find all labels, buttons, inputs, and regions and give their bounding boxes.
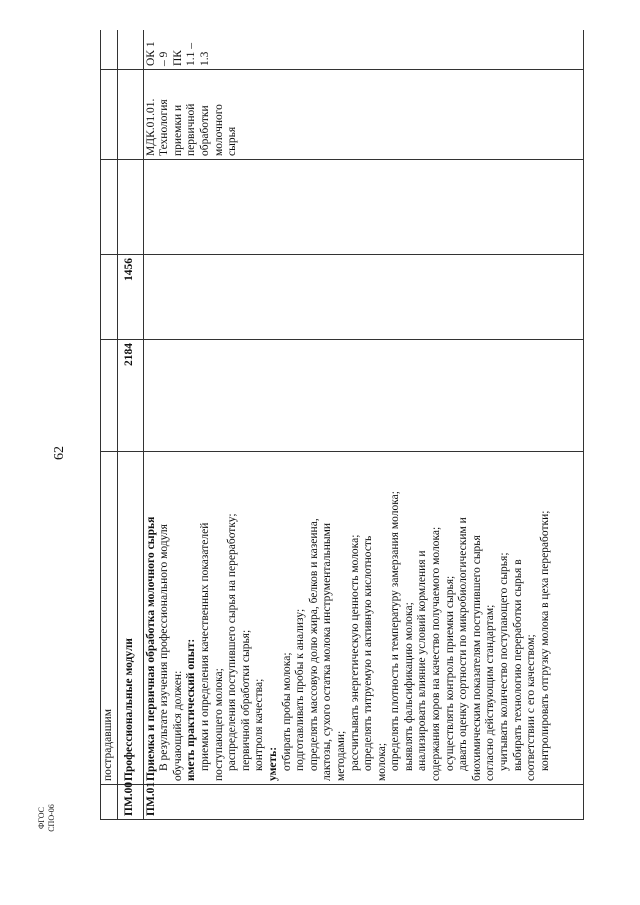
module-code-cell: ПМ.01 (143, 785, 583, 820)
table-row-top (101, 30, 118, 820)
module-line: отбирать пробы молока; (280, 652, 293, 771)
module-line: первичной обработки сырья; (239, 629, 252, 771)
module-line: выявлять фальсификацию молока; (402, 602, 415, 771)
module-line: подготавливать пробы к анализу; (294, 608, 307, 771)
module-empty-cell (143, 255, 583, 340)
module-line: контролировать отгрузку молока в цеха переработки; (538, 510, 551, 771)
module-line: обучающийся должен: (171, 670, 184, 781)
module-line: рассчитывать энергетическую ценность молока; (348, 534, 361, 771)
module-line: методами; (334, 730, 347, 781)
section-empty-cell (117, 70, 143, 160)
module-line: В результате изучения профессионального модуля (158, 524, 171, 771)
module-line: анализировать влияние условий кормления и (416, 550, 429, 771)
section-code-cell: ПМ.00 (117, 785, 143, 820)
table-row-section (117, 30, 143, 820)
competencies-cell (143, 30, 583, 70)
module-line: учитывать количество поступающего сырья; (498, 552, 511, 771)
top-row-empty-cell (101, 340, 118, 452)
rotated-table-inner (100, 30, 585, 820)
section-empty-cell (117, 160, 143, 255)
module-lines (158, 455, 552, 781)
footer-code: ФГОС СПО-06 (37, 804, 56, 832)
discipline-cell: МДК.01.01. Технология приемки и первичной обработки молочного сырья (143, 70, 583, 160)
module-empty-cell (143, 340, 583, 452)
section-hours-max-cell: 2184 (117, 340, 143, 452)
module-line: биохимическим показателям поступившего сырья (470, 535, 483, 781)
top-row-code-cell (101, 785, 118, 820)
table-row-module (143, 30, 583, 820)
module-line: молока; (375, 742, 388, 781)
standard-table (100, 30, 584, 820)
rotated-table-container (100, 30, 585, 820)
module-line: содержания коров на качество получаемого молока; (430, 526, 443, 781)
module-line: выбирать технологию переработки сырья в (511, 559, 524, 771)
module-line: давать оценку сортности по микробиологическим и (457, 517, 470, 771)
module-line: распределения поступившего сырья на переработку; (226, 513, 239, 771)
module-line: поступающего молока; (212, 668, 225, 781)
section-empty-cell (117, 30, 143, 70)
top-row-empty-cell (101, 255, 118, 340)
competencies-professional: ПК 1.1 – 1.3 (171, 43, 211, 66)
module-title: Приемка и первичная обработка молочного сырья (144, 516, 157, 781)
module-line: определять плотность и температуру замерзания молока; (389, 491, 402, 771)
top-row-empty-cell (101, 30, 118, 70)
top-row-empty-cell (101, 160, 118, 255)
page-number: 62 (52, 446, 67, 460)
section-hours-class-cell: 1456 (117, 255, 143, 340)
module-line: определять титруемую и активную кислотность (362, 535, 375, 771)
module-line: лактозы, сухого остатка молока инструментальными (321, 522, 334, 781)
competencies-general: ОК 1 – 9 (144, 41, 171, 66)
module-line: определять массовую долю жира, белков и казеина, (307, 518, 320, 771)
module-line: иметь практический опыт: (185, 638, 198, 781)
top-row-text-cell: пострадавшим (101, 452, 118, 785)
section-title-cell: Профессиональные модули (117, 452, 143, 785)
module-line: согласно действующим стандартам; (484, 604, 497, 781)
module-line: осуществлять контроль приемки сырья; (443, 575, 456, 771)
module-line: контроля качества; (253, 678, 266, 771)
module-content-cell (143, 452, 583, 785)
module-line: приемки и определения качественных показателей (198, 522, 211, 771)
module-line: соответствии с его качеством; (525, 634, 538, 781)
top-row-empty-cell (101, 70, 118, 160)
module-line: уметь: (266, 746, 279, 781)
module-empty-cell (143, 160, 583, 255)
